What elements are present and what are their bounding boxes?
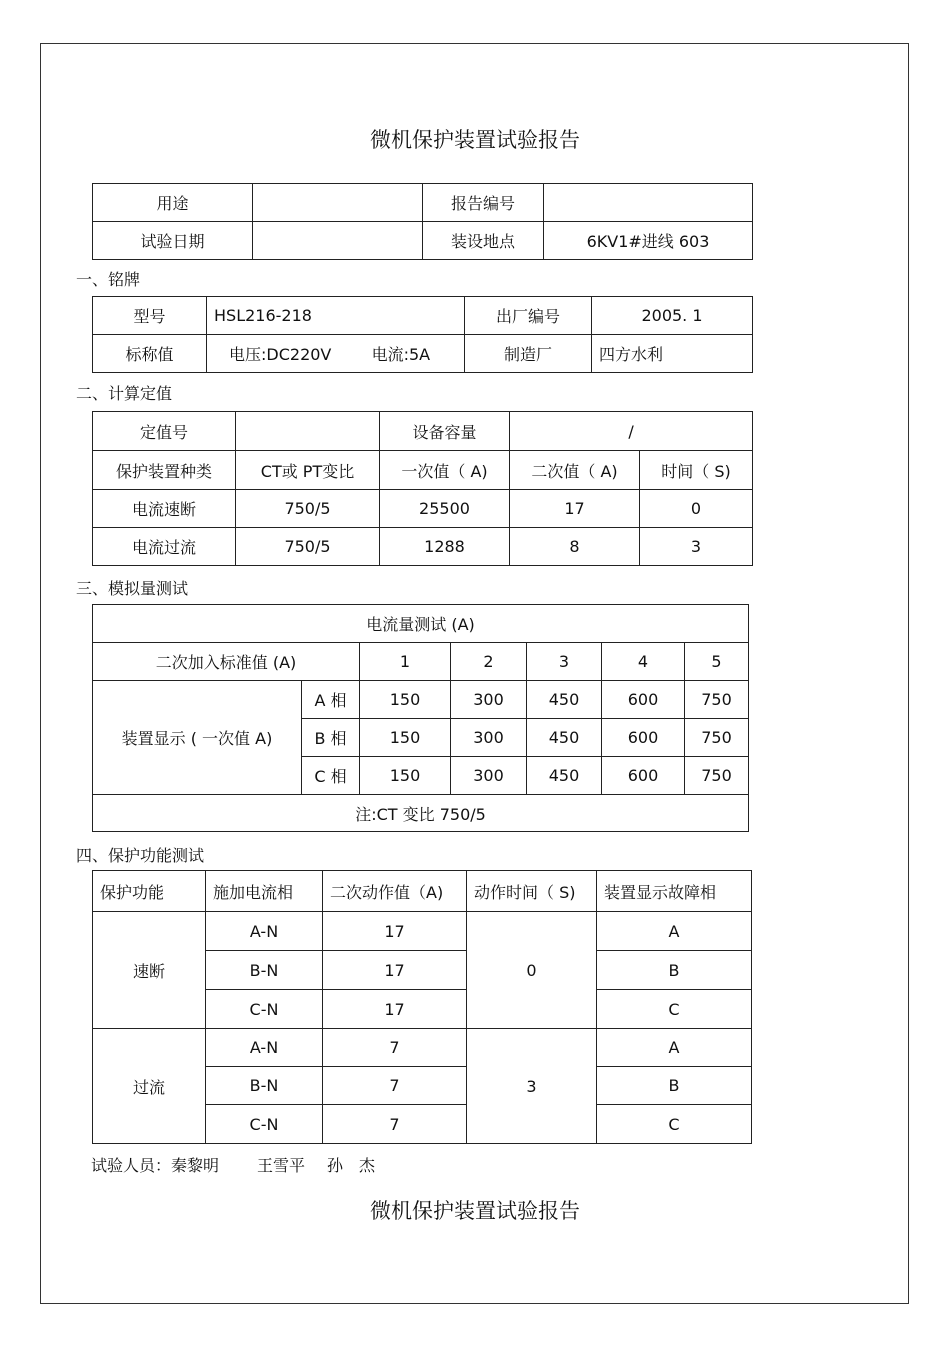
phase-value: 450: [527, 681, 602, 719]
rated-value: [207, 335, 465, 373]
report-no-label: 报告编号: [423, 184, 544, 222]
phase-name: C 相: [302, 757, 360, 795]
settings-header: CT或 PT变比: [236, 451, 380, 490]
setno-value: [236, 412, 380, 451]
capacity-value: /: [510, 412, 753, 451]
std-point: 5: [685, 643, 749, 681]
tester-name: 秦黎明: [171, 1156, 220, 1175]
footer-title: 微机保护装置试验报告: [370, 1199, 580, 1223]
settings-cell: 3: [640, 528, 753, 566]
settings-cell: 750/5: [236, 528, 380, 566]
settings-header: 二次值（ A): [510, 451, 640, 490]
action-value: 7: [323, 1029, 467, 1067]
fault-phase: A: [597, 1029, 752, 1067]
phase-value: 300: [451, 719, 527, 757]
fault-phase: C: [597, 1105, 752, 1144]
date-label: 试验日期: [93, 222, 253, 260]
protection-header: 装置显示故障相: [597, 871, 752, 912]
settings-cell: 750/5: [236, 490, 380, 528]
std-point: 3: [527, 643, 602, 681]
settings-cell: 电流速断: [93, 490, 236, 528]
section-analog: 三、模拟量测试: [76, 579, 189, 598]
date-value: [253, 222, 423, 260]
use-label: 用途: [93, 184, 253, 222]
action-value: 7: [323, 1105, 467, 1144]
model-label: 型号: [93, 297, 207, 335]
phase-value: 600: [602, 757, 685, 795]
phase-name: B 相: [302, 719, 360, 757]
analog-table: [92, 604, 749, 832]
fault-phase: B: [597, 951, 752, 990]
protection-header: 二次动作值（A): [323, 871, 467, 912]
std-point: 1: [360, 643, 451, 681]
std-label: 二次加入标准值 (A): [93, 643, 360, 681]
phase-value: 600: [602, 719, 685, 757]
std-point: 2: [451, 643, 527, 681]
section-nameplate: 一、铭牌: [76, 270, 141, 289]
action-value: 17: [323, 951, 467, 990]
phase-value: 450: [527, 757, 602, 795]
function-name: 速断: [93, 912, 206, 1029]
display-label: 装置显示 ( 一次值 A): [93, 681, 302, 795]
section-settings: 二、计算定值: [76, 384, 173, 403]
serial-label: 出厂编号: [465, 297, 592, 335]
phase-cell: A-N: [206, 1029, 323, 1067]
phase-name: A 相: [302, 681, 360, 719]
settings-header: 保护装置种类: [93, 451, 236, 490]
phase-value: 750: [685, 757, 749, 795]
action-time: 3: [467, 1029, 597, 1144]
report-no-value: [544, 184, 753, 222]
capacity-label: 设备容量: [380, 412, 510, 451]
std-point: 4: [602, 643, 685, 681]
action-time: 0: [467, 912, 597, 1029]
settings-cell: 8: [510, 528, 640, 566]
protection-header: 施加电流相: [206, 871, 323, 912]
fault-phase: A: [597, 912, 752, 951]
settings-cell: 25500: [380, 490, 510, 528]
protection-table: [92, 870, 752, 1144]
action-value: 17: [323, 912, 467, 951]
phase-value: 600: [602, 681, 685, 719]
testers-label: 试验人员：: [91, 1156, 172, 1175]
maker-value: 四方水利: [592, 335, 753, 373]
protection-header: 动作时间（ S): [467, 871, 597, 912]
tester-name: 孙 杰: [327, 1156, 376, 1175]
testers-line: [91, 1153, 397, 1176]
phase-value: 750: [685, 681, 749, 719]
function-name: 过流: [93, 1029, 206, 1144]
analog-note: 注:CT 变比 750/5: [93, 795, 749, 832]
phase-value: 150: [360, 719, 451, 757]
phase-value: 750: [685, 719, 749, 757]
fault-phase: C: [597, 990, 752, 1029]
settings-cell: 1288: [380, 528, 510, 566]
phase-cell: B-N: [206, 1067, 323, 1105]
phase-cell: B-N: [206, 951, 323, 990]
report-title: 微机保护装置试验报告: [370, 128, 580, 152]
model-value: HSL216-218: [207, 297, 465, 335]
action-value: 17: [323, 990, 467, 1029]
header-table: [92, 183, 753, 260]
settings-header: 一次值（ A): [380, 451, 510, 490]
nameplate-table: [92, 296, 753, 373]
analog-caption: 电流量测试 (A): [93, 605, 749, 643]
rated-voltage: 电压:DC220V: [229, 345, 332, 364]
rated-current: 电流:5A: [371, 345, 431, 364]
location-label: 装设地点: [423, 222, 544, 260]
action-value: 7: [323, 1067, 467, 1105]
maker-label: 制造厂: [465, 335, 592, 373]
setno-label: 定值号: [93, 412, 236, 451]
settings-table: [92, 411, 753, 566]
tester-name: 王雪平: [257, 1156, 306, 1175]
rated-label: 标称值: [93, 335, 207, 373]
section-protection: 四、保护功能测试: [76, 846, 205, 865]
phase-value: 450: [527, 719, 602, 757]
phase-value: 150: [360, 681, 451, 719]
settings-header: 时间（ S): [640, 451, 753, 490]
settings-cell: 电流过流: [93, 528, 236, 566]
phase-value: 300: [451, 681, 527, 719]
phase-value: 300: [451, 757, 527, 795]
protection-header: 保护功能: [93, 871, 206, 912]
location-value: 6KV1#进线 603: [544, 222, 753, 260]
phase-cell: C-N: [206, 990, 323, 1029]
serial-value: 2005. 1: [592, 297, 753, 335]
fault-phase: B: [597, 1067, 752, 1105]
phase-cell: A-N: [206, 912, 323, 951]
phase-cell: C-N: [206, 1105, 323, 1144]
phase-value: 150: [360, 757, 451, 795]
use-value: [253, 184, 423, 222]
settings-cell: 0: [640, 490, 753, 528]
settings-cell: 17: [510, 490, 640, 528]
